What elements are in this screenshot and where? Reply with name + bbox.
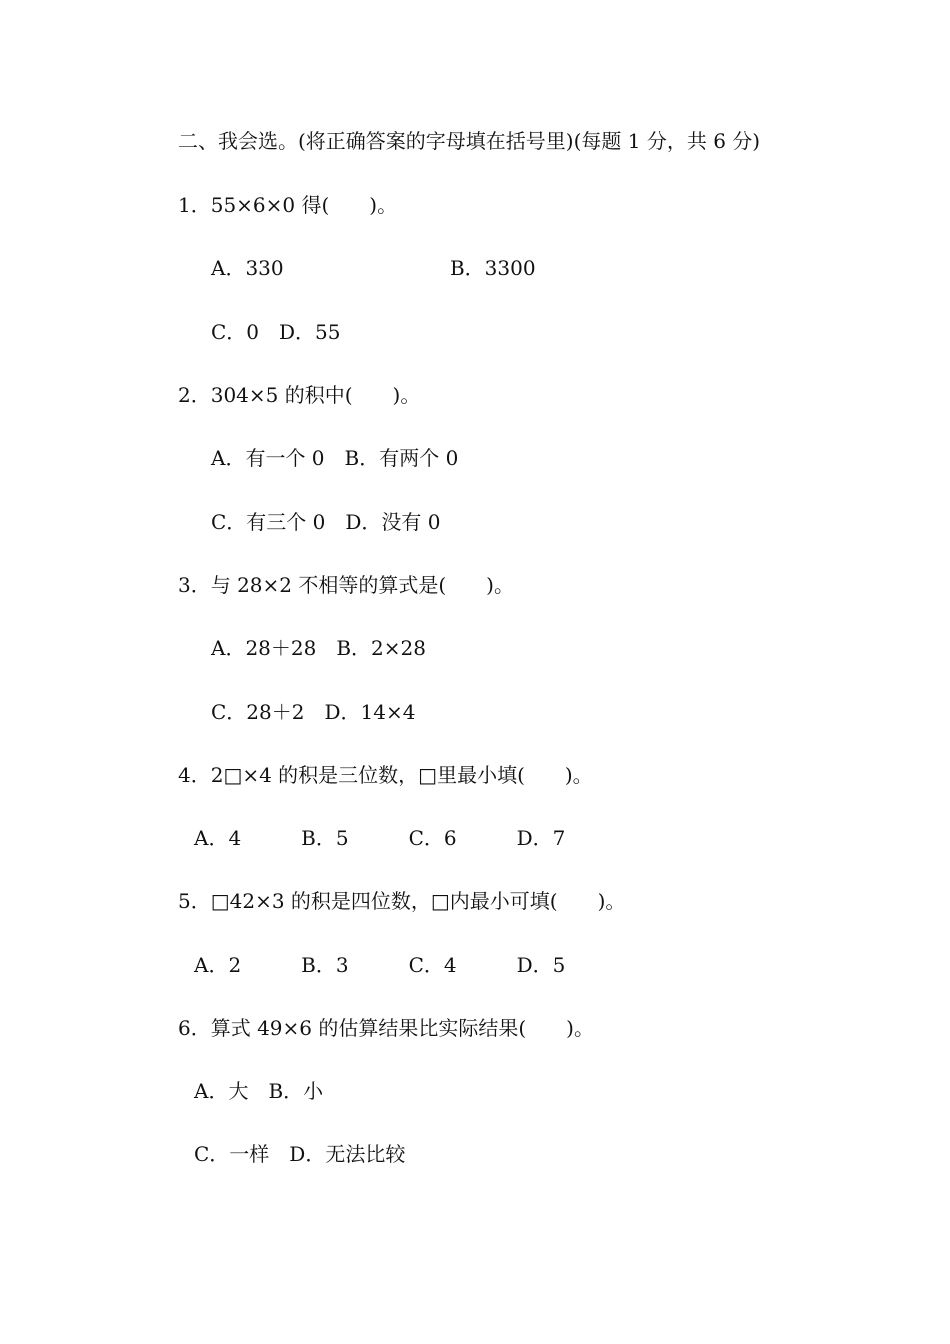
- question-4-stem: 4．2□×4 的积是三位数，□里最小填( )。: [178, 763, 593, 787]
- question-6-stem: 6．算式 49×6 的估算结果比实际结果( )。: [178, 1016, 594, 1040]
- question-6-options-line-2: C．一样 D．无法比较: [194, 1142, 406, 1166]
- question-1-options-line-2: C．0 D．55: [211, 320, 341, 344]
- question-2-stem: 2．304×5 的积中( )。: [178, 383, 421, 407]
- question-3-stem: 3．与 28×2 不相等的算式是( )。: [178, 573, 514, 597]
- question-2-options-line-1: A．有一个 0 B．有两个 0: [211, 446, 459, 470]
- question-1-stem: 1．55×6×0 得( )。: [178, 193, 398, 217]
- question-3-options-line-1: A．28＋28 B．2×28: [211, 636, 426, 660]
- question-3-options-line-2: C．28＋2 D．14×4: [211, 700, 416, 724]
- section-heading: 二、我会选。(将正确答案的字母填在括号里)(每题 1 分，共 6 分): [178, 129, 761, 153]
- question-6-options-line-1: A．大 B．小: [194, 1079, 324, 1103]
- question-5-options-line-1: A．2 B．3 C．4 D．5: [194, 953, 566, 977]
- question-1-options-line-1: A．330 B．3300: [211, 256, 536, 280]
- question-5-stem: 5．□42×3 的积是四位数，□内最小可填( )。: [178, 889, 626, 913]
- question-2-options-line-2: C．有三个 0 D．没有 0: [211, 510, 441, 534]
- question-4-options-line-1: A．4 B．5 C．6 D．7: [194, 826, 566, 850]
